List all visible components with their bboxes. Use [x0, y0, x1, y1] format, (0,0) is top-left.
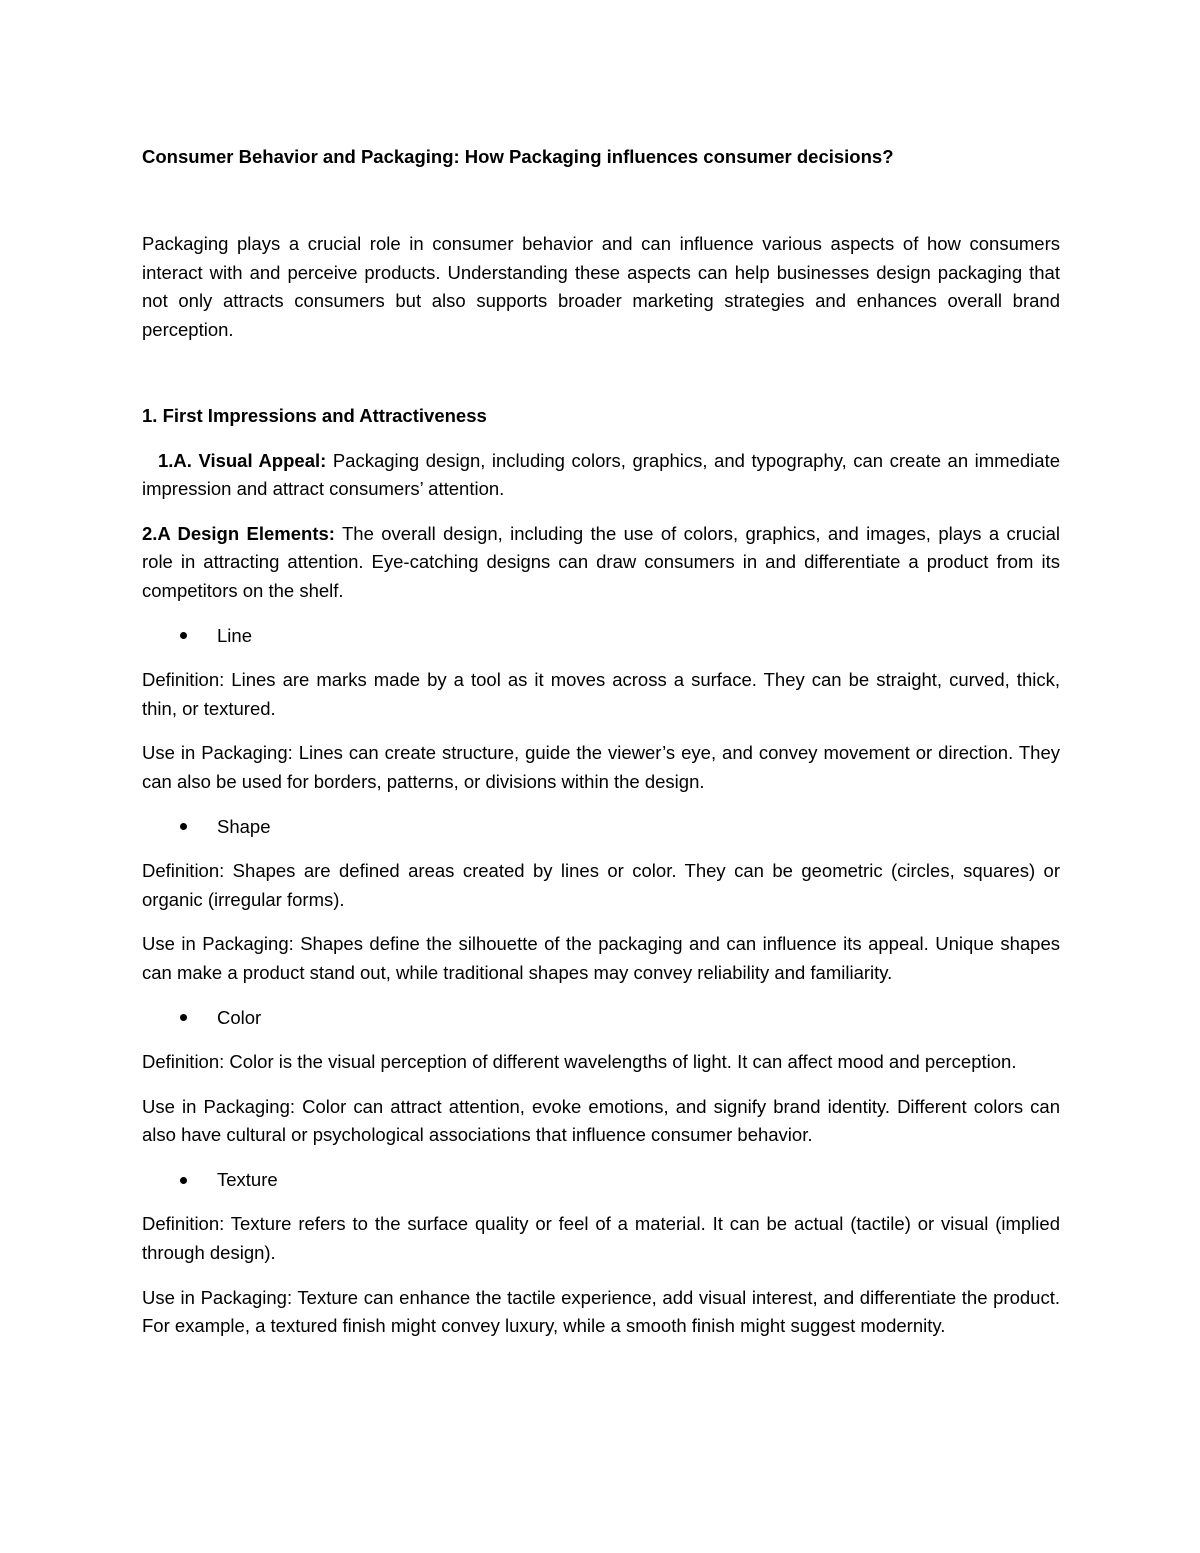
use-paragraph: Use in Packaging: Lines can create structure, guide the viewer’s eye, and convey movement or direction. They can also be used for borders, patterns, or divisions within the design.	[142, 742, 1060, 792]
bullet-label: Color	[217, 1006, 262, 1028]
design-elements-lead: 2.A Design Elements:	[142, 522, 335, 544]
document-title: Consumer Behavior and Packaging: How Packaging influences consumer decisions?	[142, 146, 894, 167]
bullet-icon	[180, 1014, 187, 1021]
element-texture	[142, 1166, 1060, 1341]
element-color	[142, 1004, 1060, 1150]
element-shape	[142, 813, 1060, 988]
bullet-icon	[180, 823, 187, 830]
bullet-item	[142, 1004, 1060, 1033]
bullet-label: Texture	[217, 1168, 278, 1190]
bullet-item	[142, 813, 1060, 842]
document-body	[142, 402, 1060, 1357]
definition-paragraph: Definition: Color is the visual perception of different wavelengths of light. It can affect mood and perception.	[142, 1051, 1017, 1073]
visual-appeal-lead: 1.A. Visual Appeal:	[158, 449, 327, 471]
visual-appeal-paragraph	[142, 447, 1060, 504]
section-heading: 1. First Impressions and Attractiveness	[142, 405, 487, 426]
intro-paragraph: Packaging plays a crucial role in consumer behavior and can influence various aspects of how consumers interact with and perceive products. Understanding these aspects can help businesses design packaging that not only attracts consumers but also supports broader marketing strategies and enhances overall brand perception.	[142, 233, 1060, 340]
definition-paragraph: Definition: Texture refers to the surface quality or feel of a material. It can be actual (tactile) or visual (implied through design).	[142, 1213, 1060, 1264]
definition-paragraph: Definition: Lines are marks made by a tool as it moves across a surface. They can be straight, curved, thick, thin, or textured.	[142, 669, 1060, 719]
use-paragraph: Use in Packaging: Texture can enhance the tactile experience, add visual interest, and differentiate the product. For example, a textured finish might convey luxury, while a smooth finish might suggest modernity.	[142, 1286, 1060, 1337]
bullet-icon	[180, 632, 187, 639]
design-elements-text: The overall design, including the use of colors, graphics, and images, plays a crucial role in attracting attention. Eye-catching designs can draw consumers in and differentiate a product from its competitors on the shelf.	[142, 522, 1060, 601]
bullet-label: Line	[217, 624, 252, 646]
design-elements-paragraph	[142, 520, 1060, 606]
visual-appeal-text: Packaging design, including colors, graphics, and typography, can create an immediate impression and attract consumers’ attention.	[142, 449, 1060, 500]
element-line	[142, 622, 1060, 797]
definition-paragraph: Definition: Shapes are defined areas created by lines or color. They can be geometric (circles, squares) or organic (irregular forms).	[142, 860, 1060, 910]
bullet-item	[142, 1166, 1060, 1195]
bullet-item	[142, 622, 1060, 651]
use-paragraph: Use in Packaging: Color can attract attention, evoke emotions, and signify brand identity. Different colors can also have cultural or psychological associations that influence consumer behavior.	[142, 1095, 1060, 1146]
document-page	[142, 0, 1060, 1553]
bullet-label: Shape	[217, 815, 271, 837]
bullet-icon	[180, 1177, 187, 1184]
use-paragraph: Use in Packaging: Shapes define the silhouette of the packaging and can influence its appeal. Unique shapes can make a product stand out, while traditional shapes may convey reliability and familiarity.	[142, 933, 1060, 983]
